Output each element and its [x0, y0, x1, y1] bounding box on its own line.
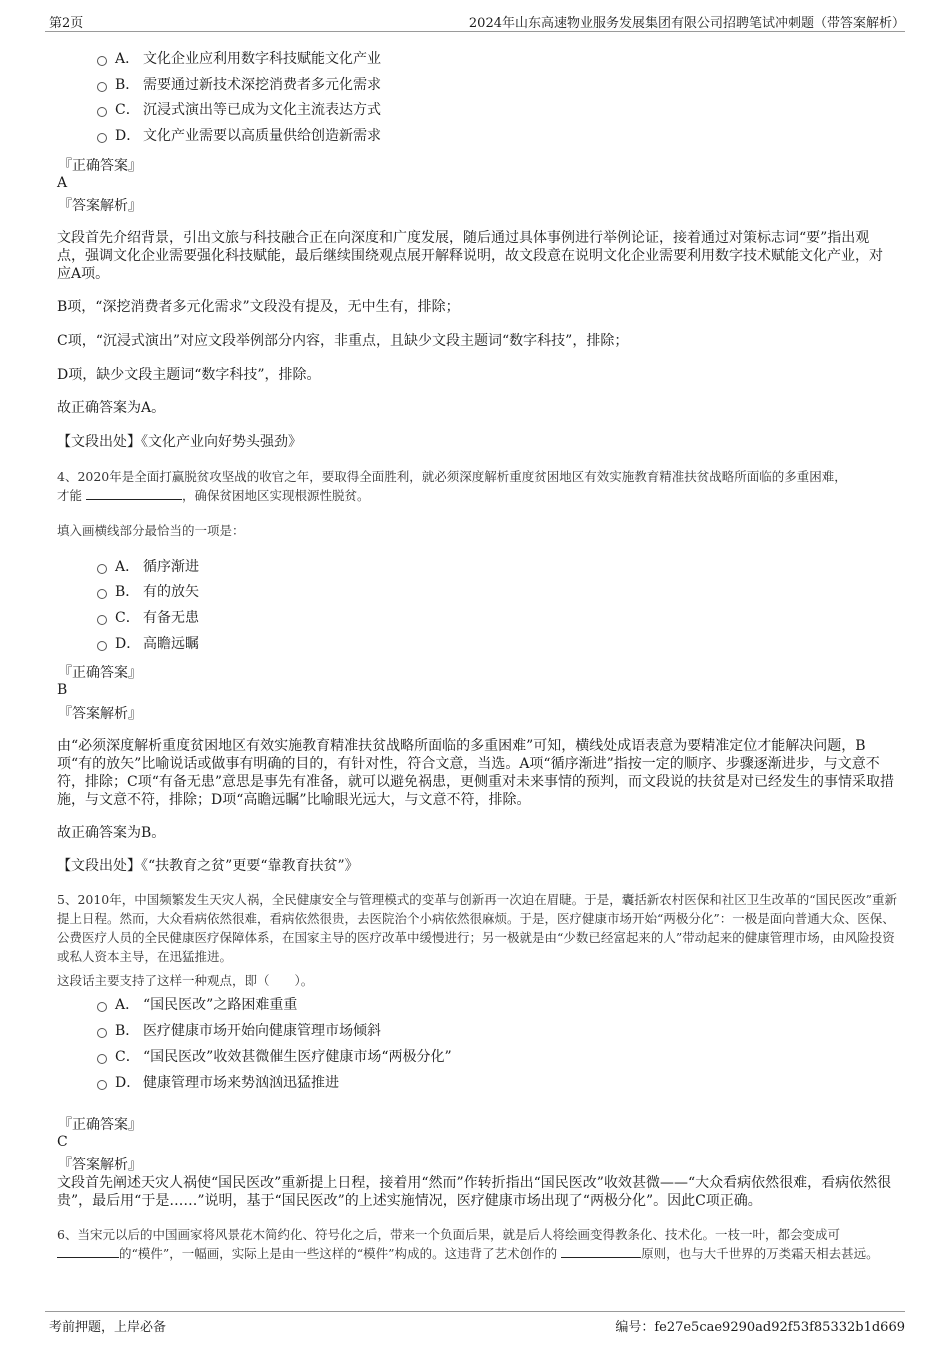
question-prompt: 填入画横线部分最恰当的一项是： [57, 523, 245, 538]
radio-icon[interactable] [97, 615, 107, 625]
q4-option-d[interactable]: D． 高瞻远瞩 [97, 632, 199, 654]
correct-answer-label: 『正确答案』 [58, 1117, 142, 1133]
q5-option-a[interactable]: A． “国民医改”之路困难重重 [97, 993, 297, 1015]
q4-option-a[interactable]: A． 循序渐进 [97, 555, 199, 577]
analysis-label: 『答案解析』 [58, 198, 142, 214]
correct-answer: C [57, 1134, 68, 1150]
footer-divider [45, 1311, 905, 1312]
question-stem: 6、当宋元以后的中国画家将风景花木简约化、符号化之后，带来一个负面后果，就是后人将绘画变得教条化、技术化。一枝一叶，都会变成可 的“模件”，一幅画，实际上是由一些这样的“模件”构成的。这违背了艺术创作的 原则，也与大千世界的万类霜天相去甚远。 [57, 1227, 879, 1261]
correct-answer: B [57, 682, 68, 698]
fill-blank [86, 486, 182, 500]
radio-icon[interactable] [97, 589, 107, 599]
analysis-label: 『答案解析』 [58, 1157, 142, 1173]
analysis-paragraph: 故正确答案为B。 [57, 825, 166, 841]
source-citation: 【文段出处】《“扶教育之贫”更要“靠教育扶贫”》 [57, 858, 359, 874]
header-divider [45, 31, 905, 32]
analysis-paragraph: 文段首先介绍背景，引出文旅与科技融合正在向深度和广度发展，随后通过具体事例进行举例论证，接着通过对策标志词“要”指出观点，强调文化企业需要强化科技赋能，最后继续围绕观点展开解释说明，故文段意在说明文化企业需要利用数字技术赋能文化产业，对应A项。 [57, 230, 883, 282]
radio-icon[interactable] [97, 1080, 107, 1090]
question-prompt: 这段话主要支持了这样一种观点，即（ ）。 [57, 973, 314, 988]
radio-icon[interactable] [97, 564, 107, 574]
fill-blank [561, 1244, 641, 1258]
source-citation: 【文段出处】《文化产业向好势头强劲》 [57, 434, 302, 450]
q3-option-c[interactable]: C． 沉浸式演出等已成为文化主流表达方式 [97, 98, 381, 120]
analysis-paragraph: 文段首先阐述天灾人祸使“国民医改”重新提上日程，接着用“然而”作转折指出“国民医改”收效甚微——“大众看病依然很难，看病依然很贵”，最后用“于是……”说明，基于“国民医改”的上述实施情况，医疗健康市场出现了“两极分化”。因此C项正确。 [57, 1175, 892, 1209]
q5-option-c[interactable]: C． “国民医改”收效甚微催生医疗健康市场“两极分化” [97, 1045, 452, 1067]
page-number: 第2页 [49, 16, 84, 31]
radio-icon[interactable] [97, 82, 107, 92]
q3-option-a[interactable]: A． 文化企业应利用数字科技赋能文化产业 [97, 47, 381, 69]
analysis-paragraph: 故正确答案为A。 [57, 400, 166, 416]
correct-answer-label: 『正确答案』 [58, 158, 142, 174]
radio-icon[interactable] [97, 1028, 107, 1038]
q4-option-b[interactable]: B． 有的放矢 [97, 580, 199, 602]
analysis-label: 『答案解析』 [58, 706, 142, 722]
analysis-paragraph: C项，“沉浸式演出”对应文段举例部分内容，非重点，且缺少文段主题词“数字科技”，排除； [57, 333, 629, 349]
document-serial: 编号：fe27e5cae9290ad92f53f85332b1d669 [615, 1320, 905, 1335]
question-stem: 4、2020年是全面打赢脱贫攻坚战的收官之年，要取得全面胜利，就必须深度解析重度贫困地区有效实施教育精准扶贫战略所面临的多重困难， 才能 ，确保贫困地区实现根源性脱贫。 [57, 469, 847, 503]
correct-answer-label: 『正确答案』 [58, 665, 142, 681]
question-stem: 5、2010年，中国频繁发生天灾人祸，全民健康安全与管理模式的变革与创新再一次迫在眉睫。于是，囊括新农村医保和社区卫生改革的“国民医改”重新提上日程。然而，大众看病依然很难，看病依然很贵，去医院治个小病依然很麻烦。于是，医疗健康市场开始“两极分化”：一极是面向普通大众、医保、公费医疗人员的全民健康医疗保障体系，在国家主导的医疗改革中缓慢进行；另一极就是由“少数已经富起来的人”带动起来的健康管理市场，由风险投资或私人资本主导，在迅猛推进。 [57, 892, 898, 964]
analysis-paragraph: 由“必须深度解析重度贫困地区有效实施教育精准扶贫战略所面临的多重困难”可知，横线处成语表意为要精准定位才能解决问题，B项“有的放矢”比喻说话或做事有明确的目的，有针对性，符合文意，当选。A项“循序渐进”指按一定的顺序、步骤逐渐进步，与文意不符，排除；C项“有备无患”意思是事先有准备，就可以避免祸患，更侧重对未来事情的预判，而文段说的扶贫是对已经发生的事情采取措施，与文意不符，排除；D项“高瞻远瞩”比喻眼光远大，与文意不符，排除。 [57, 738, 895, 808]
radio-icon[interactable] [97, 641, 107, 651]
q3-option-d[interactable]: D． 文化产业需要以高质量供给创造新需求 [97, 124, 381, 146]
document-title: 2024年山东高速物业服务发展集团有限公司招聘笔试冲刺题（带答案解析） [468, 16, 905, 31]
radio-icon[interactable] [97, 107, 107, 117]
analysis-paragraph: D项，缺少文段主题词“数字科技”，排除。 [57, 367, 321, 383]
q4-option-c[interactable]: C． 有备无患 [97, 606, 199, 628]
radio-icon[interactable] [97, 56, 107, 66]
q5-option-b[interactable]: B． 医疗健康市场开始向健康管理市场倾斜 [97, 1019, 381, 1041]
analysis-paragraph: B项，“深挖消费者多元化需求”文段没有提及，无中生有，排除； [57, 299, 460, 315]
footer-slogan: 考前押题，上岸必备 [49, 1320, 167, 1335]
correct-answer: A [57, 175, 68, 191]
radio-icon[interactable] [97, 1054, 107, 1064]
q5-option-d[interactable]: D． 健康管理市场来势汹汹迅猛推进 [97, 1071, 339, 1093]
fill-blank [57, 1244, 119, 1258]
radio-icon[interactable] [97, 133, 107, 143]
radio-icon[interactable] [97, 1002, 107, 1012]
q3-option-b[interactable]: B． 需要通过新技术深挖消费者多元化需求 [97, 73, 381, 95]
